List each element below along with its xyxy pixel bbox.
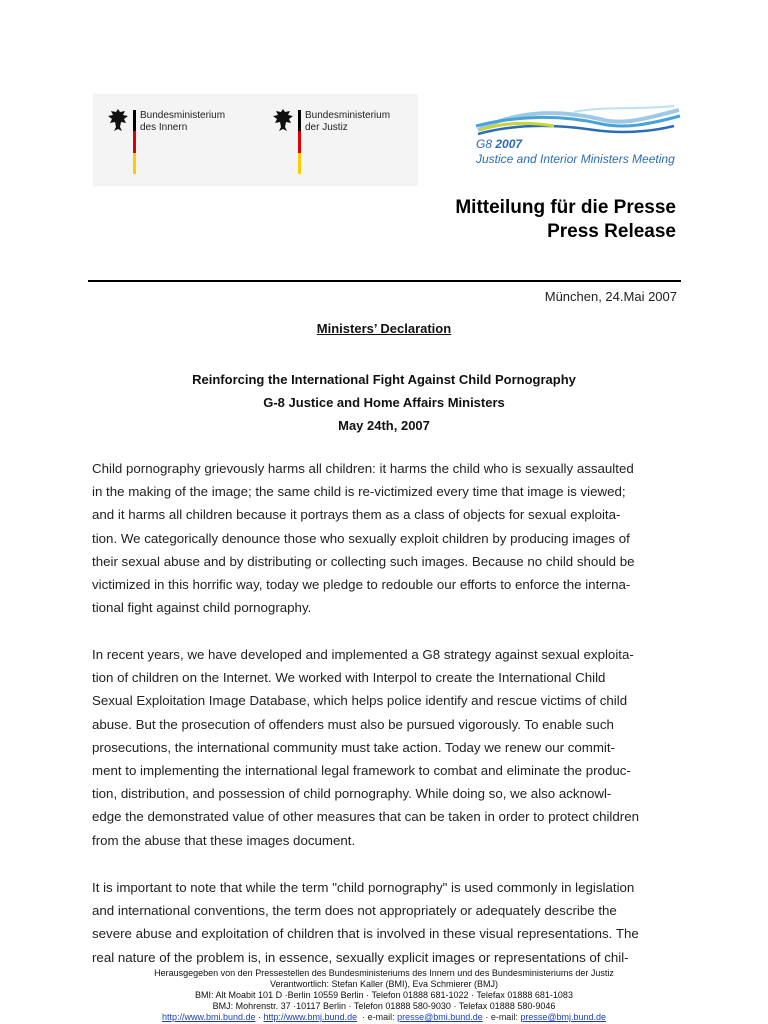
place-date: München, 24.Mai 2007	[544, 289, 677, 304]
heading-line: G-8 Justice and Home Affairs Ministers	[263, 395, 505, 410]
german-flag-stripe	[298, 110, 301, 174]
bmi-name-line1: Bundesministerium	[140, 110, 226, 121]
g8-year: 2007	[495, 137, 523, 151]
text-line: prosecutions, the international community must take action. Today we renew our commit-	[92, 739, 616, 755]
g8-year-label	[476, 137, 522, 151]
bmi-name	[140, 110, 270, 134]
ministry-logo-strip	[93, 94, 418, 186]
bmi-website-link[interactable]: http://www.bmi.bund.de	[161, 1012, 256, 1022]
title-german: Mitteilung für die Presse	[455, 197, 676, 218]
footer-bmj-address: BMJ: Mohrenstr. 37 ·10117 Berlin · Telefon 01888 580-9030 · Telefax 01888 580-9046	[212, 1001, 556, 1011]
text-line: tion. We categorically denounce those who sexually exploit children by producing images of	[92, 530, 630, 546]
text-line: Child pornography grievously harms all children: it harms the child who is sexually assaulted	[92, 461, 634, 476]
bmi-logo	[107, 108, 226, 133]
text-line: Sexual Exploitation Image Database, which helps police identify and rescue victims of child	[92, 693, 628, 709]
email-label: e-mail:	[367, 1012, 395, 1022]
text-line: tional fight against child pornography.	[92, 600, 312, 616]
heading-line: Reinforcing the International Fight Against Child Pornography	[192, 372, 576, 387]
text-line: their sexual abuse and by distributing or collecting such images. Because no child should be	[92, 553, 635, 569]
footer-publisher: Herausgegeben von den Pressestellen des Bundesministeriums des Innern und des Bundesministeriums der Justiz	[154, 968, 614, 978]
press-release-title	[455, 196, 676, 244]
bmj-name	[305, 110, 435, 134]
text-line: in the making of the image; the same child is re-victimized every time that image is viewed;	[92, 484, 626, 500]
declaration-label: Ministers’ Declaration	[316, 321, 452, 336]
bmj-website-link[interactable]: http://www.bmj.bund.de	[263, 1012, 358, 1022]
text-line: ment to implementing the international legal framework to combat and eliminate the produc-	[92, 763, 631, 779]
text-line: from the abuse that these images document.	[92, 832, 356, 848]
footer-responsible: Verantwortlich: Stefan Kaller (BMI), Eva Schmierer (BMJ)	[269, 979, 499, 989]
text-line: real nature of the problem is, in essence, sexually explicit images or representations of chil-	[92, 949, 629, 965]
heading-line: May 24th, 2007	[338, 418, 430, 433]
bmj-email-link[interactable]: presse@bmj.bund.de	[520, 1012, 607, 1022]
federal-eagle-icon	[272, 108, 294, 132]
text-line: edge the demonstrated value of other measures that can be taken in order to protect children	[92, 809, 639, 825]
email-label: e-mail:	[490, 1012, 518, 1022]
text-line: severe abuse and exploitation of children that is involved in these visual representations. The	[92, 926, 639, 942]
bmj-name-line1: Bundesministerium	[305, 110, 391, 121]
bmj-name-line2: der Justiz	[305, 122, 348, 133]
bmj-logo	[272, 108, 391, 133]
text-line: tion, distribution, and possession of child pornography. While doing so, we also acknowl-	[92, 786, 612, 802]
title-english: Press Release	[547, 221, 676, 242]
text-line: victimized in this horrific way, today we pledge to redouble our efforts to enforce the interna-	[92, 577, 631, 593]
bmi-name-line2: des Innern	[140, 122, 188, 133]
g8-subtitle: Justice and Interior Ministers Meeting	[476, 152, 675, 166]
text-line: and it harms all children because it portrays them as a class of objects for sexual exploita-	[92, 507, 621, 523]
text-line: and international conventions, the term does not appropriately or adequately describe the	[92, 903, 617, 919]
german-flag-stripe	[133, 110, 136, 174]
text-line: In recent years, we have developed and implemented a G8 strategy against sexual exploita-	[92, 647, 634, 662]
g8-prefix: G8	[476, 137, 493, 151]
page-footer	[0, 968, 768, 1023]
federal-eagle-icon	[107, 108, 129, 132]
text-line: tion of children on the Internet. We worked with Interpol to create the International Child	[92, 670, 606, 686]
paragraph-2	[92, 643, 692, 852]
footer-bmi-address: BMI: Alt Moabit 101 D ·Berlin 10559 Berlin · Telefon 01888 681-1022 · Telefax 01888 681-1083	[195, 990, 573, 1000]
bmi-email-link[interactable]: presse@bmi.bund.de	[397, 1012, 483, 1022]
text-line: abuse. But the prosecution of offenders must also be pursued vigorously. To enable such	[92, 716, 614, 732]
paragraph-1	[92, 457, 692, 619]
declaration-heading	[0, 368, 768, 437]
footer-links: http://www.bmi.bund.de · http://www.bmj.bund.de · e-mail: presse@bmi.bund.de · e-mail: presse@bmj.bund.de	[161, 1012, 607, 1022]
text-line: It is important to note that while the term "child pornography" is used commonly in legislation	[92, 880, 635, 895]
header-divider	[88, 280, 681, 282]
paragraph-3	[92, 876, 692, 969]
